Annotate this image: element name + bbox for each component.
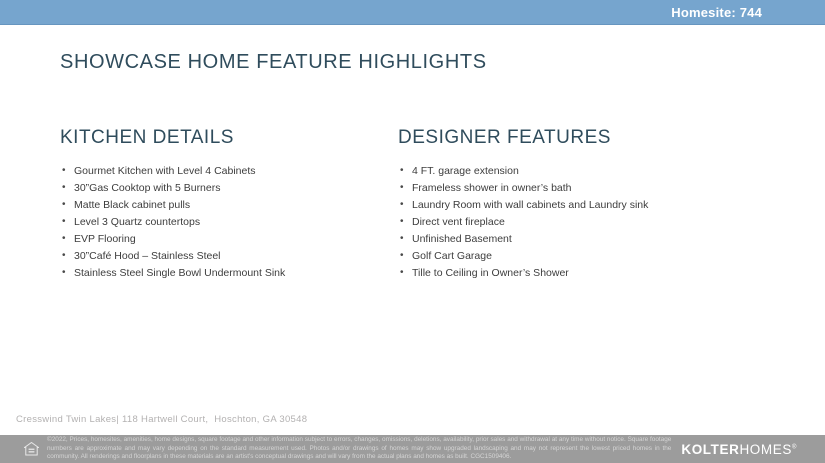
list-item: • Unfinished Basement xyxy=(398,234,743,245)
page-title: SHOWCASE HOME FEATURE HIGHLIGHTS xyxy=(60,51,487,73)
homesite-label: Homesite: 744 xyxy=(671,4,762,20)
kitchen-details-heading: KITCHEN DETAILS xyxy=(60,127,234,148)
kolter-homes-logo-bold: KOLTER xyxy=(681,441,740,457)
legal-disclaimer: ©2022, Prices, homesites, amenities, home designs, square footage and other information subject to errors, changes, omissions, deletions, availability, prior sales and withdrawal at any time without notice. Square footage numbers are approximate and may vary depending on the standard measurement used. Photos and/or drawings of homes may show upgraded landscaping and may not represent the lowest priced homes in the community. All renderings and floorplans in these materials are an artist's conceptual drawings and will vary from the actual plans and homes as built. CGC1509406. xyxy=(47,435,672,461)
list-item: • Gourmet Kitchen with Level 4 Cabinets xyxy=(60,166,385,177)
list-item: • Laundry Room with wall cabinets and Laundry sink xyxy=(398,200,743,211)
list-item: • Direct vent fireplace xyxy=(398,217,743,228)
list-item: • EVP Flooring xyxy=(60,234,385,245)
kolter-homes-logo xyxy=(681,442,797,457)
list-item: • Level 3 Quartz countertops xyxy=(60,217,385,228)
community-address: Cresswind Twin Lakes| 118 Hartwell Court, Hoschton, GA 30548 xyxy=(16,414,308,425)
header-bar xyxy=(0,0,825,25)
list-item: • 4 FT. garage extension xyxy=(398,166,743,177)
list-item: • 30”Café Hood – Stainless Steel xyxy=(60,251,385,262)
kolter-homes-logo-regular: HOMES xyxy=(739,441,792,457)
registered-trademark-icon: ® xyxy=(791,444,797,450)
footer-bar xyxy=(0,435,825,463)
equal-housing-icon xyxy=(24,442,39,456)
designer-feature-list xyxy=(398,166,743,279)
designer-features-heading: DESIGNER FEATURES xyxy=(398,127,611,148)
list-item: • Matte Black cabinet pulls xyxy=(60,200,385,211)
kitchen-details-section xyxy=(60,127,385,285)
list-item: • Stainless Steel Single Bowl Undermount Sink xyxy=(60,268,385,279)
designer-features-section xyxy=(398,127,743,285)
kitchen-feature-list xyxy=(60,166,385,279)
list-item: • Frameless shower in owner’s bath xyxy=(398,183,743,194)
list-item: • Golf Cart Garage xyxy=(398,251,743,262)
list-item: • Tille to Ceiling in Owner’s Shower xyxy=(398,268,743,279)
list-item: • 30”Gas Cooktop with 5 Burners xyxy=(60,183,385,194)
